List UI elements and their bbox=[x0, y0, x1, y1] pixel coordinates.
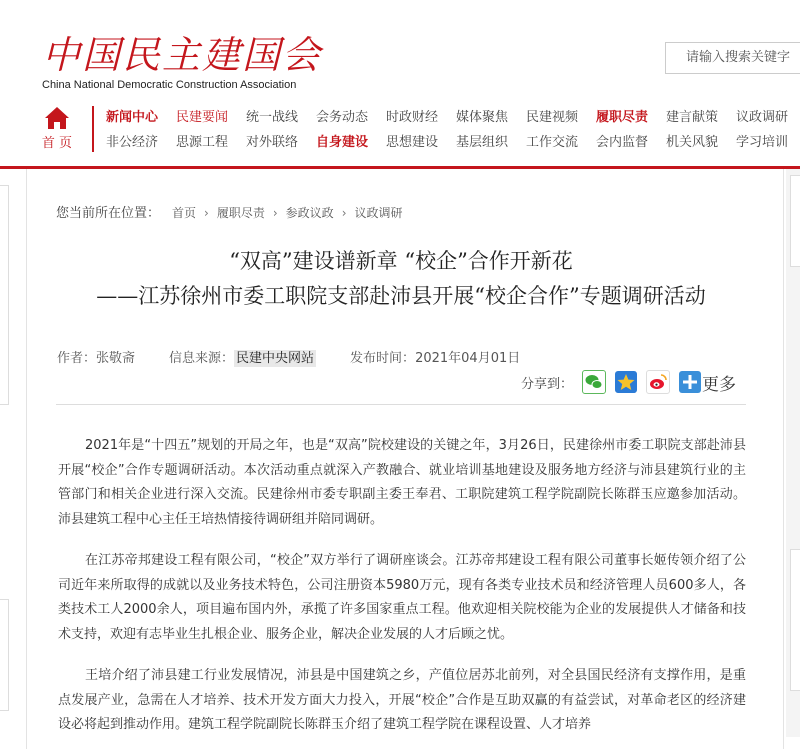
article-author: 作者：张敬斋 bbox=[57, 351, 136, 366]
weibo-icon[interactable] bbox=[646, 370, 670, 394]
breadcrumb bbox=[56, 202, 403, 221]
nav-item-media[interactable]: 媒体聚焦 bbox=[456, 110, 509, 125]
nav-item-siyuan[interactable]: 思源工程 bbox=[176, 135, 229, 150]
nav-item-self-building[interactable]: 自身建设 bbox=[316, 135, 369, 150]
left-side-panel bbox=[0, 169, 26, 737]
nav-item-news-center[interactable]: 新闻中心 bbox=[106, 110, 159, 125]
nav-home[interactable] bbox=[30, 104, 84, 156]
plus-icon[interactable] bbox=[679, 371, 701, 393]
nav-item-exchange[interactable]: 工作交流 bbox=[526, 135, 579, 150]
wechat-icon[interactable] bbox=[582, 370, 606, 394]
nav-item-organ[interactable]: 机关风貌 bbox=[666, 135, 719, 150]
article-paragraph: 2021年是“十四五”规划的开局之年，也是“双高”院校建设的关键之年，3月26日，民建徐州市委工职院支部赴沛县开展“校企”合作专题调研活动。本次活动重点就深入产教融合、就业培训基地建设及服务地方经济与沛县建筑行业的主管部门和相关企业进行深入交流。民建徐州市委专职副主委王奉君、工职院建筑工程学院副院长陈群玉应邀参加活动。沛县建筑工程中心主任王培热情接待调研组并陪同调研。 bbox=[58, 438, 746, 527]
nav-item-private-economy[interactable]: 非公经济 bbox=[106, 135, 159, 150]
nav-item-affairs[interactable]: 会务动态 bbox=[316, 110, 369, 125]
nav-item-training[interactable]: 学习培训 bbox=[736, 135, 789, 150]
nav-item-grassroots[interactable]: 基层组织 bbox=[456, 135, 509, 150]
breadcrumb-item[interactable]: 首页 bbox=[172, 206, 197, 220]
article-paragraph: 王培介绍了沛县建工行业发展情况，沛县是中国建筑之乡，产值位居苏北前列，对全县国民经济有支撑作用，是重点发展产业，急需在人才培养、技术开发方面大力投入，开展“校企”合作是互助双赢的有益尝试，对革命老区的经济建设必将起到推动作用。建筑工程学院副院长陈群玉介绍了建筑工程学院在课程设置、人才培养 bbox=[58, 668, 746, 732]
breadcrumb-label: 您当前所在位置： bbox=[56, 206, 161, 221]
nav-home-label: 首 页 bbox=[41, 136, 73, 151]
main-nav bbox=[0, 100, 800, 160]
nav-item-duty[interactable]: 履职尽责 bbox=[596, 110, 649, 125]
site-logo-english: China National Democratic Construction Association bbox=[42, 79, 297, 91]
share-more-link[interactable]: 更多 bbox=[702, 374, 737, 395]
search-input[interactable]: 请输入搜索关键字 bbox=[665, 42, 800, 74]
article-subtitle: ——江苏徐州市委工职院支部赴沛县开展“校企合作”专题调研活动 bbox=[96, 284, 706, 308]
article-source: 民建中央网站 bbox=[236, 351, 315, 366]
breadcrumb-item[interactable]: 议政调研 bbox=[354, 206, 403, 220]
site-logo[interactable]: 中国民主建国会 bbox=[42, 33, 323, 77]
share-label: 分享到： bbox=[521, 376, 574, 392]
article-date: 2021年04月01日 bbox=[415, 351, 521, 366]
nav-item-research[interactable]: 议政调研 bbox=[736, 110, 789, 125]
chevron-right-icon: › bbox=[204, 206, 209, 220]
nav-row-2 bbox=[106, 131, 800, 153]
right-side-panel bbox=[786, 169, 800, 737]
nav-item-foreign[interactable]: 对外联络 bbox=[246, 135, 299, 150]
nav-item-united-front[interactable]: 统一战线 bbox=[246, 110, 299, 125]
chevron-right-icon: › bbox=[272, 206, 278, 220]
qzone-icon[interactable] bbox=[615, 371, 637, 393]
article-date-label: 发布时间： bbox=[350, 351, 416, 366]
nav-divider bbox=[92, 106, 94, 152]
nav-item-headlines[interactable]: 民建要闻 bbox=[176, 110, 229, 125]
left-side-box bbox=[0, 599, 9, 711]
share-bar bbox=[521, 369, 736, 395]
nav-item-supervision[interactable]: 会内监督 bbox=[596, 135, 649, 150]
right-side-box bbox=[790, 175, 800, 267]
nav-item-ideology[interactable]: 思想建设 bbox=[386, 135, 439, 150]
article-divider bbox=[56, 404, 746, 405]
nav-row-1 bbox=[106, 106, 800, 128]
left-side-box bbox=[0, 185, 9, 405]
article-paragraph: 在江苏帝邦建设工程有限公司，“校企”双方举行了调研座谈会。江苏帝邦建设工程有限公司董事长姬传领介绍了公司近年来所取得的成就以及业务技术特色，公司注册资本5980万元，现有各类专业技术员和经济管理人员600多人，各类技术工人2000余人，项目遍布国内外，承揽了许多国家重点工程。他欢迎相关院校能为企业的发展提供人才储备和技术支持，欢迎有志毕业生扎根企业、服务企业，解决企业发展的人才后顾之忧。 bbox=[58, 553, 746, 642]
breadcrumb-item[interactable]: 参政议政 bbox=[285, 206, 334, 220]
article-source-label: 信息来源： bbox=[169, 351, 235, 366]
nav-item-suggestions[interactable]: 建言献策 bbox=[666, 110, 719, 125]
right-side-box bbox=[790, 549, 800, 691]
home-icon bbox=[44, 106, 70, 130]
breadcrumb-item[interactable]: 履职尽责 bbox=[216, 206, 265, 220]
nav-item-finance[interactable]: 时政财经 bbox=[386, 110, 439, 125]
site-header bbox=[0, 0, 800, 100]
article-meta bbox=[57, 347, 520, 366]
article-title: “双高”建设谱新章 “校企”合作开新花 bbox=[229, 249, 573, 273]
chevron-right-icon: › bbox=[341, 206, 347, 220]
nav-item-video[interactable]: 民建视频 bbox=[526, 110, 579, 125]
